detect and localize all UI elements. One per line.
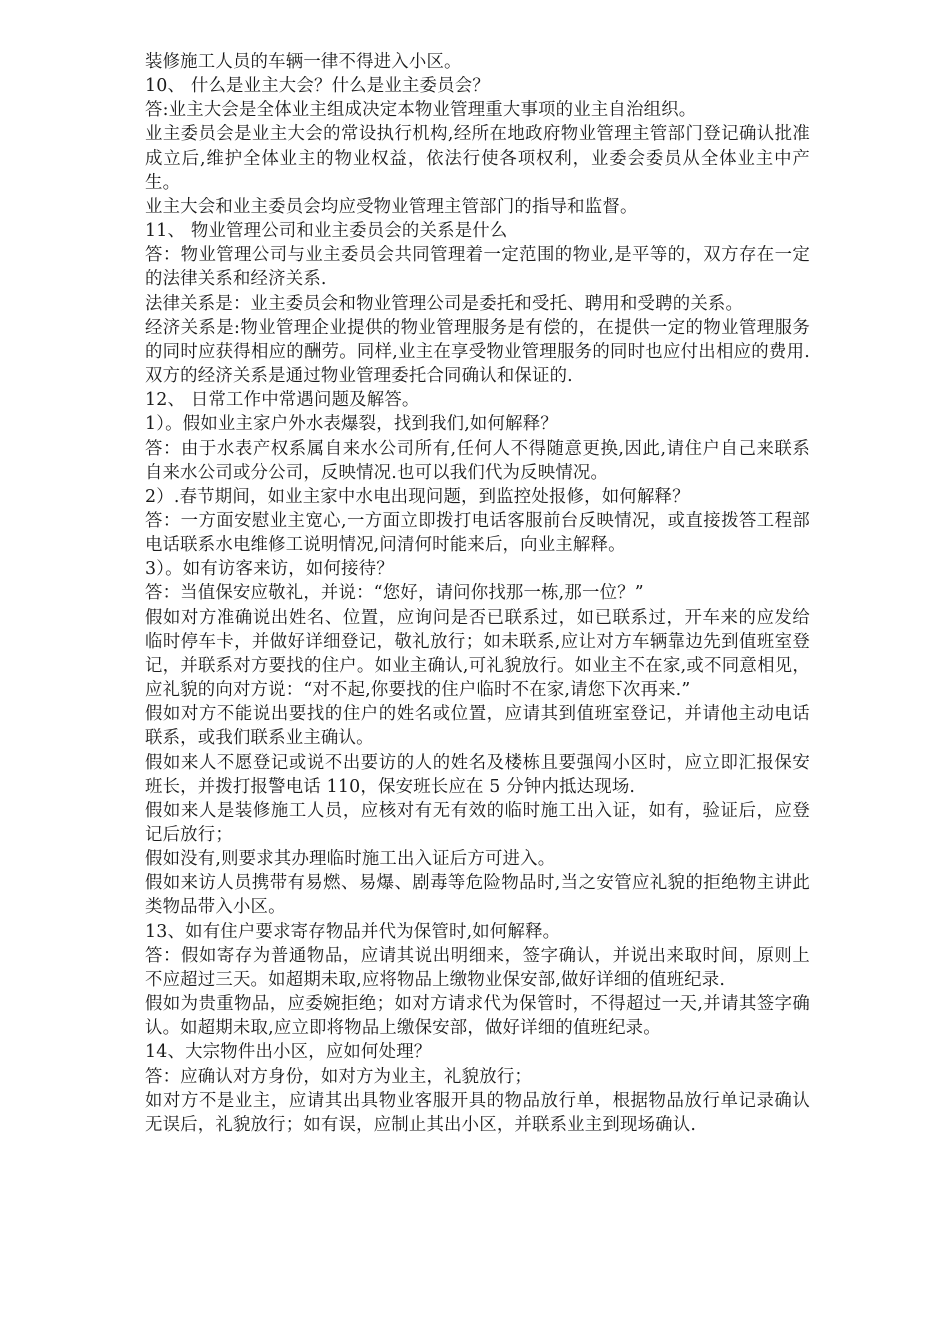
paragraph: 业主大会和业主委员会均应受物业管理主管部门的指导和监督。 bbox=[145, 196, 638, 217]
paragraph: 装修施工人员的车辆一律不得进入小区。 bbox=[145, 52, 462, 72]
paragraph: 答:业主大会是全体业主组成决定本物业管理重大事项的业主自治组织。 bbox=[145, 100, 697, 121]
sub-question-3: 3）。如有访客来访，如何接待？ bbox=[145, 559, 394, 580]
paragraph: 假如来人不愿登记或说不出要访的人的姓名及楼栋且要强闯小区时，应立即汇报保安班长，并拨打报警电话 110，保安班长应在 5 分钟内抵达现场. bbox=[145, 752, 810, 797]
question-heading-10: 10、 什么是业主大会？什么是业主委员会？ bbox=[145, 76, 490, 97]
paragraph: 假如对方不能说出要找的住户的姓名或位置，应请其到值班室登记，并请他主动电话联系，或我们联系业主确认。 bbox=[145, 704, 810, 749]
paragraph: 答：应确认对方身份，如对方为业主，礼貌放行； bbox=[145, 1066, 532, 1087]
question-heading-13: 13、如有住户要求寄存物品并代为保管时,如何解释。 bbox=[145, 921, 561, 942]
question-heading-11: 11、 物业管理公司和业主委员会的关系是什么 bbox=[145, 221, 508, 242]
question-heading-12: 12、 日常工作中常遇问题及解答。 bbox=[145, 390, 420, 411]
paragraph: 答：当值保安应敬礼，并说：“您好，请问你找那一栋,那一位？” bbox=[145, 583, 644, 604]
paragraph: 假如来人是装修施工人员，应核对有无有效的临时施工出入证，如有，验证后，应登记后放行； bbox=[145, 800, 810, 845]
paragraph: 假如来访人员携带有易燃、易爆、剧毒等危险物品时,当之安管应礼貌的拒绝物主讲此类物品带入小区。 bbox=[145, 873, 810, 918]
paragraph: 如对方不是业主，应请其出具物业客服开具的物品放行单，根据物品放行单记录确认无误后，礼貌放行；如有误，应制止其出小区，并联系业主到现场确认. bbox=[145, 1090, 810, 1135]
sub-question-1: 1）。假如业主家户外水表爆裂，找到我们,如何解释？ bbox=[145, 414, 558, 435]
document-body bbox=[145, 50, 810, 1137]
paragraph: 假如对方准确说出姓名、位置，应询问是否已联系过，如已联系过，开车来的应发给临时停车卡，并做好详细登记，敬礼放行；如未联系,应让对方车辆靠边先到值班室登记，并联系对方要找的住户。如业主确认,可礼貌放行。如业主不在家,或不同意相见，应礼貌的向对方说：“对不起,你要找的住户临时不在家,请您下次再来.” bbox=[145, 607, 810, 701]
paragraph: 经济关系是:物业管理企业提供的物业管理服务是有偿的，在提供一定的物业管理服务的同时应获得相应的酬劳。同样,业主在享受物业管理服务的同时也应付出相应的费用.双方的经济关系是通过物业管理委托合同确认和保证的. bbox=[145, 317, 810, 387]
paragraph: 答：由于水表产权系属自来水公司所有,任何人不得随意更换,因此,请住户自己来联系自来水公司或分公司，反映情况.也可以我们代为反映情况。 bbox=[145, 438, 810, 483]
paragraph: 业主委员会是业主大会的常设执行机构,经所在地政府物业管理主管部门登记确认批准成立后,维护全体业主的物业权益，依法行使各项权利，业委会委员从全体业主中产生。 bbox=[145, 124, 810, 193]
paragraph: 假如没有,则要求其办理临时施工出入证后方可进入。 bbox=[145, 849, 556, 870]
sub-question-2: 2）.春节期间，如业主家中水电出现问题，到监控处报修，如何解释？ bbox=[145, 486, 690, 507]
paragraph: 答：物业管理公司与业主委员会共同管理着一定范围的物业,是平等的，双方存在一定的法律关系和经济关系. bbox=[145, 245, 810, 290]
paragraph: 假如为贵重物品，应委婉拒绝；如对方请求代为保管时，不得超过一天,并请其签字确认。如超期未取,应立即将物品上缴保安部，做好详细的值班纪录。 bbox=[145, 994, 810, 1039]
paragraph: 答：假如寄存为普通物品，应请其说出明细来，签字确认，并说出来取时间，原则上不应超过三天。如超期未取,应将物品上缴物业保安部,做好详细的值班纪录. bbox=[145, 945, 810, 990]
paragraph: 答：一方面安慰业主宽心,一方面立即拨打电话客服前台反映情况，或直接拨答工程部电话联系水电维修工说明情况,问清何时能来后，向业主解释。 bbox=[145, 510, 810, 556]
paragraph: 法律关系是：业主委员会和物业管理公司是委托和受托、聘用和受聘的关系。 bbox=[145, 293, 744, 314]
question-heading-14: 14、大宗物件出小区，应如何处理？ bbox=[145, 1042, 432, 1063]
